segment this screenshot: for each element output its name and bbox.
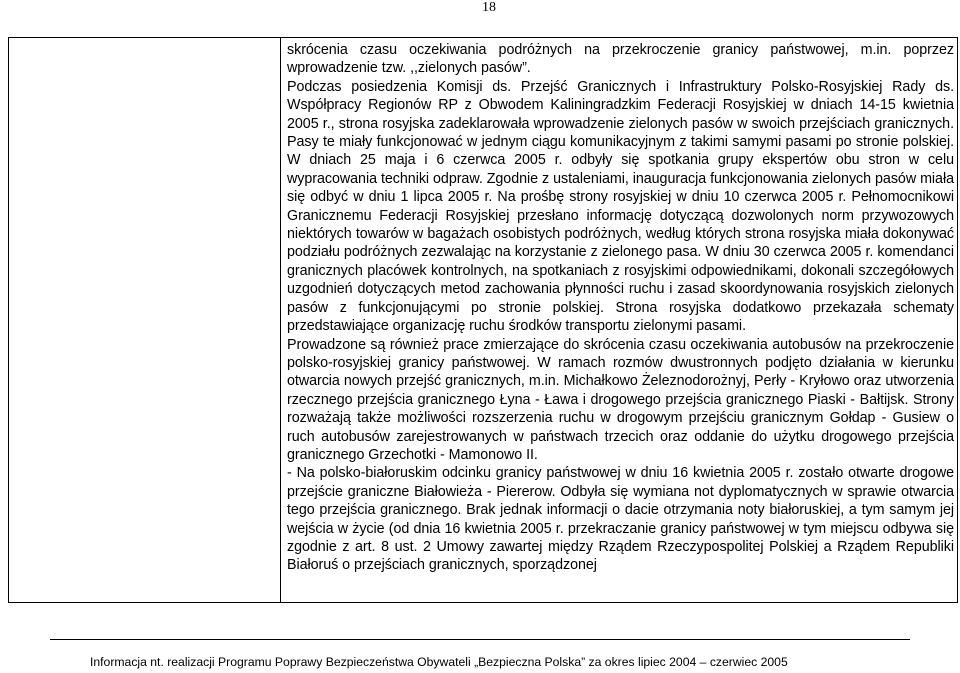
content-cell bbox=[287, 41, 954, 575]
paragraph-4: - Na polsko-białoruskim odcinku granicy państwowej w dniu 16 kwietnia 2005 r. zostało otwarte drogowe przejście graniczne Białowieża - Piererow. Odbyła się wymiana not dyplomatycznych w sprawie otwarcia tego przejścia granicznego. Brak jednak informacji o dacie otrzymania noty białoruskiej, a tym samym jej wejścia w życie (od dnia 16 kwietnia 2005 r. przekraczanie granicy państwowej w tym miejscu odbywa się zgodnie z art. 8 ust. 2 Umowy zawartej między Rządem Rzeczypospolitej Polskiej a Rządem Republiki Białoruś o przejściach granicznych, sporządzonej bbox=[287, 465, 954, 574]
page-number: 18 bbox=[482, 0, 496, 15]
paragraph-1: skrócenia czasu oczekiwania podróżnych na przekroczenie granicy państwowej, m.in. poprzez wprowadzenie tzw. ,,zielonych pasów”. bbox=[287, 42, 954, 77]
paragraph-3: Prowadzone są również prace zmierzające do skrócenia czasu oczekiwania autobusów na przekroczenie polsko-rosyjskiej granicy państwowej. W ramach rozmów dwustronnych podjęto działania w kierunku otwarcia nowych przejść granicznych, m.in. Michałkowo Żeleznodorożnyj, Perły - Kryłowo oraz utworzenia rzecznego przejścia granicznego Łyna - Ława i drogowego przejścia granicznego Piaski - Bałtijsk. Strony rozważają także możliwości rozszerzenia ruchu w drogowym przejściu granicznym Gołdap - Gusiew o ruch autobusów zarejestrowanych w państwach trzecich oraz oddanie do użytku drogowego przejścia granicznego Grzechotki - Mamonowo II. bbox=[287, 336, 954, 463]
paragraph-2: Podczas posiedzenia Komisji ds. Przejść Granicznych i Infrastruktury Polsko-Rosyjskiej Rady ds. Współpracy Regionów RP z Obwodem Kaliningradzkim Federacji Rosyjskiej w dniach 14-15 kwietnia 2005 r., strona rosyjska zadeklarowała wprowadzenie zielonych pasów w swoich przejściach granicznych. Pasy te miały funkcjonować w jednym ciągu komunikacyjnym z takimi samymi pasami po stronie polskiej. W dniach 25 maja i 6 czerwca 2005 r. odbyły się spotkania grupy ekspertów obu stron w celu wypracowania techniki odpraw. Zgodnie z ustaleniami, inauguracja funkcjonowania zielonych pasów miała się odbyć w dniu 1 lipca 2005 r. Na prośbę strony rosyjskiej w dniu 10 czerwca 2005 r. Pełnomocnikowi Granicznemu Federacji Rosyjskiej przesłano informację dotyczącą dozwolonych norm przywozowych niektórych towarów w bagażach osobistych podróżnych, według których strona rosyjska miała dokonywać podziału podróżnych zezwalając na korzystanie z zielonego pasa. W dniu 30 czerwca 2005 r. komendanci granicznych placówek kontrolnych, na spotkaniach z rosyjskimi odpowiednikami, dokonali szczegółowych uzgodnień dotyczących metod zachowania płynności ruchu i zasad skoordynowania rosyjskich zielonych pasów z funkcjonującymi po stronie polskiej. Strona rosyjska dodatkowo przekazała schematy przedstawiające organizację ruchu środków transportu zielonymi pasami. bbox=[287, 78, 954, 335]
footer-divider bbox=[50, 639, 910, 640]
document-table bbox=[8, 37, 958, 603]
page-footer: Informacja nt. realizacji Programu Poprawy Bezpieczeństwa Obywateli „Bezpieczna Polska” za okres lipiec 2004 – czerwiec 2005 bbox=[90, 655, 788, 669]
empty-left-cell bbox=[9, 38, 281, 602]
